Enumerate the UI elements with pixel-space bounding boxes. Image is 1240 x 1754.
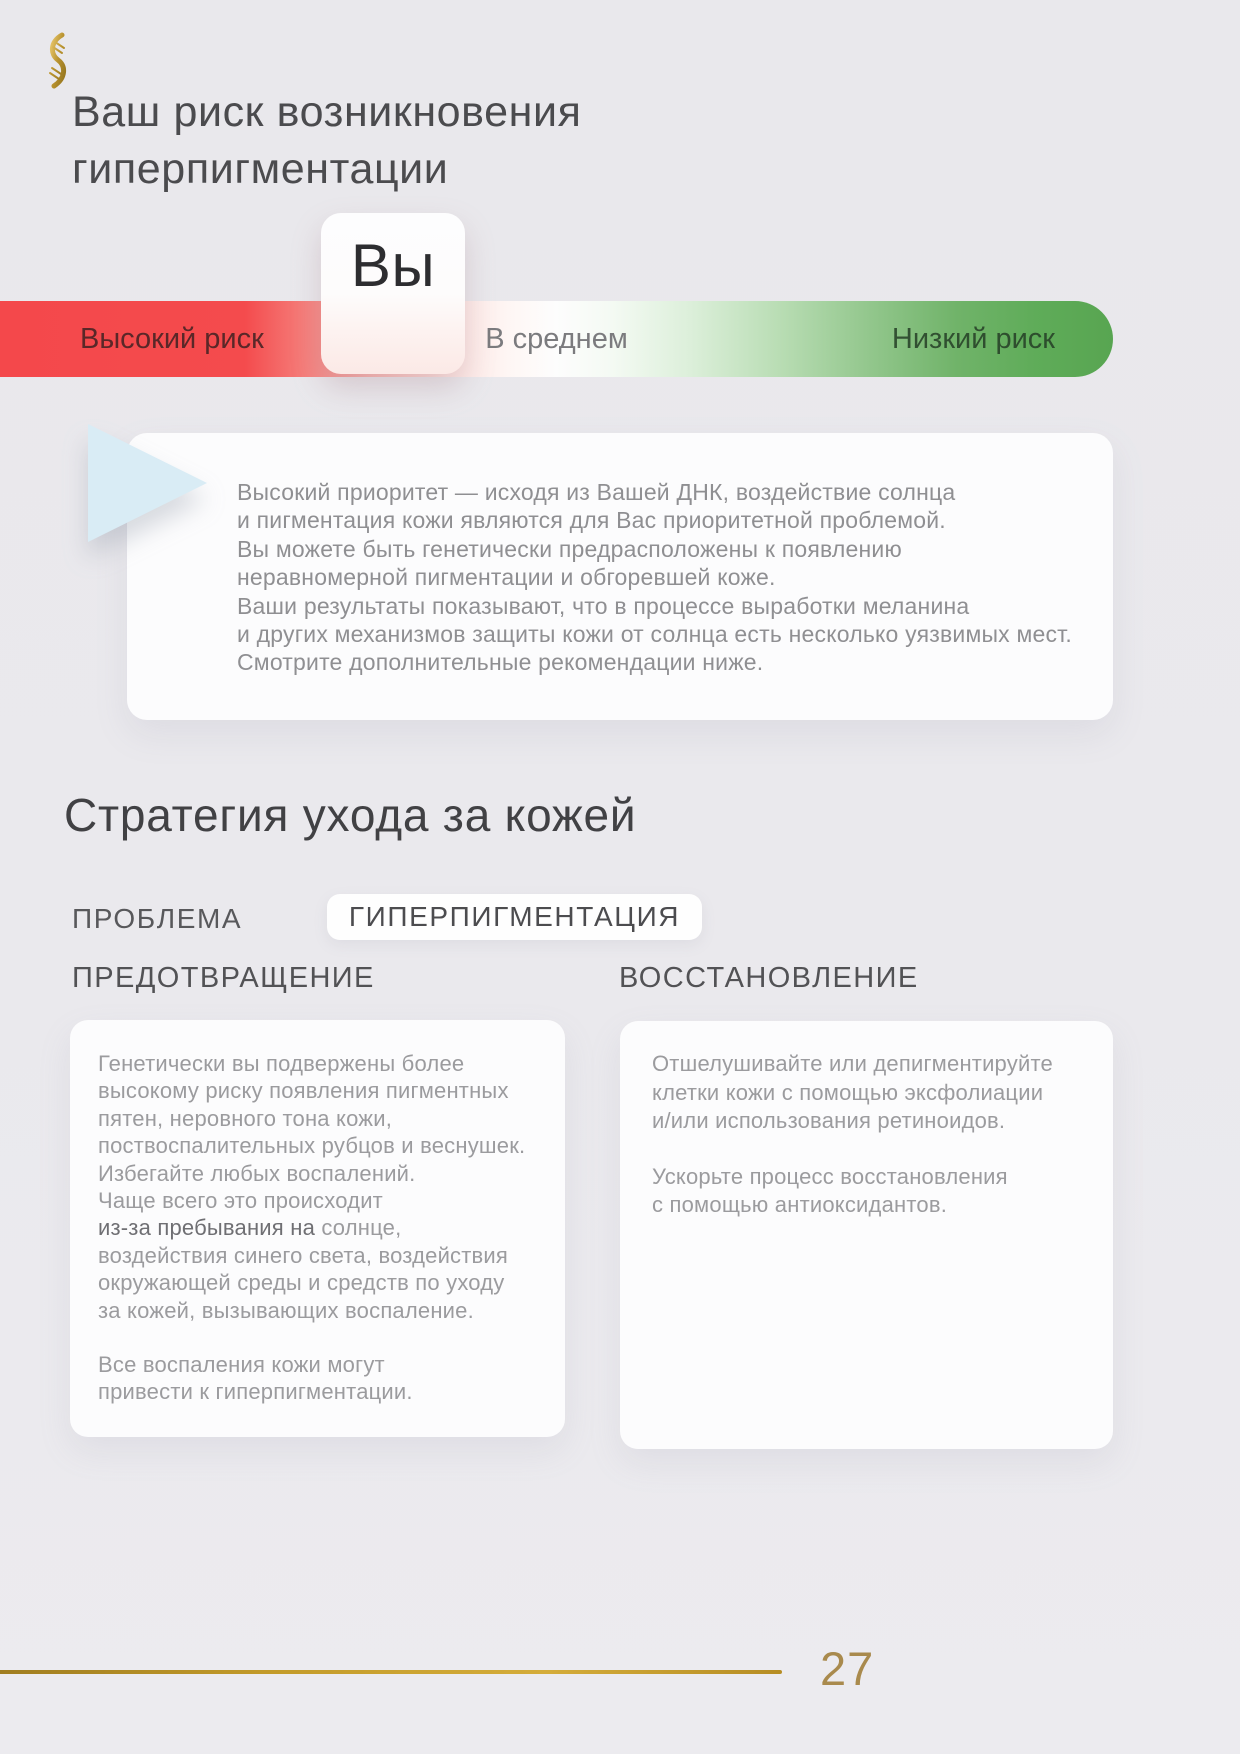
triangle-pointer-icon bbox=[88, 424, 208, 544]
summary-card bbox=[127, 433, 1113, 720]
summary-line: Смотрите дополнительные рекомендации ниже. bbox=[237, 649, 764, 676]
risk-label-high: Высокий риск bbox=[80, 322, 264, 355]
prevention-line: Избегайте любых воспалений. bbox=[98, 1160, 416, 1186]
recovery-heading: ВОССТАНОВЛЕНИЕ bbox=[619, 962, 919, 994]
prevention-line: Чаще всего это происходит bbox=[98, 1188, 383, 1214]
prevention-highlight-text: из-за пребывания на bbox=[98, 1215, 316, 1241]
page-title-line1: Ваш риск возникновения bbox=[72, 88, 582, 136]
prevention-line: за кожей, вызывающих воспаление. bbox=[98, 1297, 474, 1323]
prevention-card bbox=[70, 1020, 565, 1437]
summary-line: и других механизмов защиты кожи от солнца есть несколько уязвимых мест. bbox=[237, 621, 1072, 648]
page-title-line2: гиперпигментации bbox=[72, 145, 449, 193]
summary-line: Вы можете быть генетически предрасположены к появлению bbox=[237, 535, 902, 562]
recovery-line: с помощью антиоксидантов. bbox=[652, 1192, 948, 1218]
risk-marker-label: Вы bbox=[350, 232, 436, 299]
prevention-heading: ПРЕДОТВРАЩЕНИЕ bbox=[72, 962, 375, 994]
prevention-line: Генетически вы подвержены более bbox=[98, 1051, 465, 1076]
summary-line: и пигментация кожи являются для Вас приоритетной проблемой. bbox=[237, 507, 946, 534]
prevention-line: высокому риску появления пигментных bbox=[98, 1078, 509, 1104]
prevention-line-highlight bbox=[98, 1214, 547, 1241]
prevention-line: привести к гиперпигментации. bbox=[98, 1379, 413, 1405]
problem-value: ГИПЕРПИГМЕНТАЦИЯ bbox=[348, 901, 681, 932]
problem-label: ПРОБЛЕМА bbox=[72, 903, 243, 934]
page-title bbox=[72, 84, 582, 198]
footer-divider bbox=[0, 1670, 782, 1674]
recovery-line: клетки кожи с помощью эксфолиации bbox=[652, 1079, 1044, 1105]
prevention-line: окружающей среды и средств по уходу bbox=[98, 1270, 505, 1296]
problem-value-pill bbox=[327, 894, 702, 940]
strategy-section-title: Стратегия ухода за кожей bbox=[64, 789, 637, 841]
prevention-line: поствоспалительных рубцов и веснушек. bbox=[98, 1133, 526, 1159]
prevention-line: пятен, неровного тона кожи, bbox=[98, 1105, 393, 1131]
summary-line: Ваши результаты показывают, что в процессе выработки меланина bbox=[237, 592, 970, 619]
recovery-line: Отшелушивайте или депигментируйте bbox=[652, 1051, 1053, 1076]
summary-line: неравномерной пигментации и обгоревшей коже. bbox=[237, 564, 776, 591]
risk-label-medium: В среднем bbox=[485, 322, 628, 355]
prevention-line: Все воспаления кожи могут bbox=[98, 1352, 385, 1378]
risk-gradient-bar bbox=[0, 301, 1113, 377]
prevention-highlight-rest: солнце, bbox=[315, 1215, 402, 1241]
recovery-line: и/или использования ретиноидов. bbox=[652, 1108, 1006, 1134]
risk-marker bbox=[321, 213, 465, 374]
summary-line: Высокий приоритет — исходя из Вашей ДНК, воздействие солнца bbox=[237, 479, 956, 505]
dna-logo-icon bbox=[42, 32, 72, 90]
prevention-line: воздействия синего света, воздействия bbox=[98, 1242, 509, 1268]
recovery-card bbox=[620, 1021, 1113, 1449]
risk-label-low: Низкий риск bbox=[891, 322, 1055, 355]
recovery-line: Ускорьте процесс восстановления bbox=[652, 1163, 1008, 1189]
page-number: 27 bbox=[820, 1642, 875, 1695]
